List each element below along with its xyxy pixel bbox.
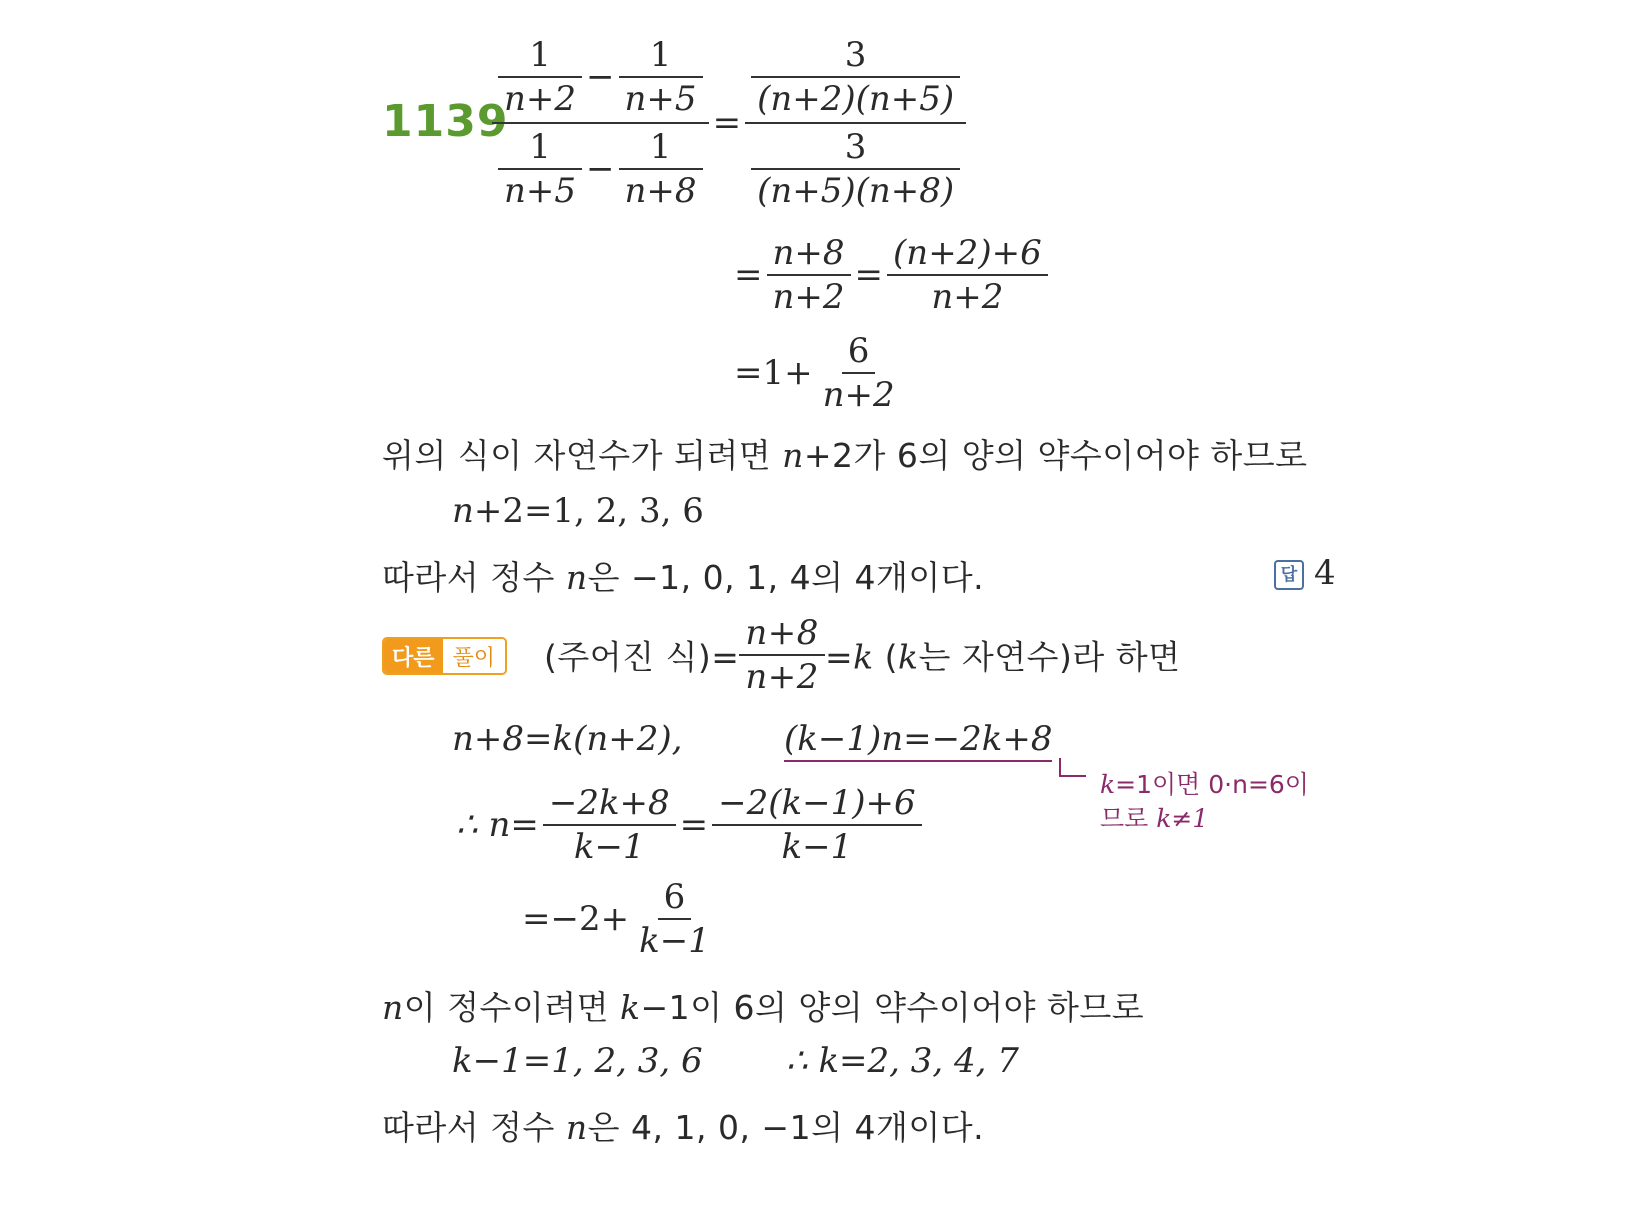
divisor-equation: n+2=1, 2, 3, 6 (452, 491, 704, 531)
fraction: $\frac{3}{(n+5)(n+8)}$ (751, 130, 960, 208)
alt-equation-2: ∴ n= $\frac{-2k+8}{k-1}$ = $\frac{-2(k-1)+6}{k-1}$ (452, 786, 922, 864)
alt-intro-equation: (주어진 식)= $\frac{n+8}{n+2}$ =k (k는 자연수)라 하면 (544, 613, 1181, 697)
alt-solution-badge: 다른 풀이 (382, 637, 507, 675)
answer-icon: 답 (1274, 560, 1304, 590)
fraction: $\frac{n+8}{n+2}$ (767, 236, 851, 314)
explanation-text: 위의 식이 자연수가 되려면 n+2가 6의 양의 약수이어야 하므로 (382, 436, 1308, 475)
mixed-form-equation: =1+ $\frac{6}{n+2}$ (730, 334, 901, 412)
fraction: $\frac{1}{n+2}$ (498, 38, 582, 116)
complex-fraction-lhs: $\frac{1}{n+2}$ − $\frac{1}{n+5}$ $\frac{1}{n+5}$ − $\frac{1}{n+8}$ (492, 38, 709, 208)
problem-number: 1139 (382, 96, 509, 147)
side-note: k=1이면 0·n=6이 므로 k≠1 (1100, 770, 1309, 833)
fraction: $\frac{6}{n+2}$ (822, 331, 895, 415)
complex-fraction-equation: $\frac{1}{n+2}$ − $\frac{1}{n+5}$ $\frac{1}{n+5}$ − $\frac{1}{n+8}$ = $\frac{\frac{3}{(n+2)(n+5)}}{\frac{3}{(n+5)(n+8)}}$ (492, 38, 966, 208)
fraction: $\frac{3}{(n+2)(n+5)}$ (751, 38, 960, 116)
alt-explanation-text: n이 정수이려면 k−1이 6의 양의 약수이어야 하므로 (382, 988, 1145, 1027)
alt-equation-1: n+8=k(n+2), (452, 719, 683, 759)
fraction: $\frac{1}{n+5}$ (498, 130, 582, 208)
alt-equation-3: =−2+ $\frac{6}{k-1}$ (518, 880, 716, 958)
fraction: $\frac{-2k+8}{k-1}$ (543, 786, 676, 864)
answer: 답 4 (1274, 556, 1336, 590)
complex-fraction-rhs (745, 35, 966, 211)
conclusion-text: 따라서 정수 n은 −1, 0, 1, 4의 4개이다. (382, 558, 985, 597)
alt-k-values: ∴ k=2, 3, 4, 7 (786, 1041, 1019, 1081)
alt-divisor-equation: k−1=1, 2, 3, 6 (452, 1041, 703, 1081)
fraction: $\frac{6}{k-1}$ (639, 877, 710, 961)
note-connector-icon (1058, 756, 1088, 782)
simplified-fraction-equation: = $\frac{n+8}{n+2}$ = $\frac{(n+2)+6}{n+2}$ (730, 236, 1048, 314)
fraction: $\frac{n+8}{n+2}$ (739, 616, 825, 694)
alt-conclusion-text: 따라서 정수 n은 4, 1, 0, −1의 4개이다. (382, 1108, 985, 1147)
fraction: $\frac{1}{n+8}$ (619, 130, 703, 208)
fraction: $\frac{(n+2)+6}{n+2}$ (887, 236, 1048, 314)
alt-equation-1-right: (k−1)n=−2k+8 (784, 722, 1052, 762)
fraction: $\frac{-2(k-1)+6}{k-1}$ (712, 786, 922, 864)
fraction: $\frac{1}{n+5}$ (619, 38, 703, 116)
